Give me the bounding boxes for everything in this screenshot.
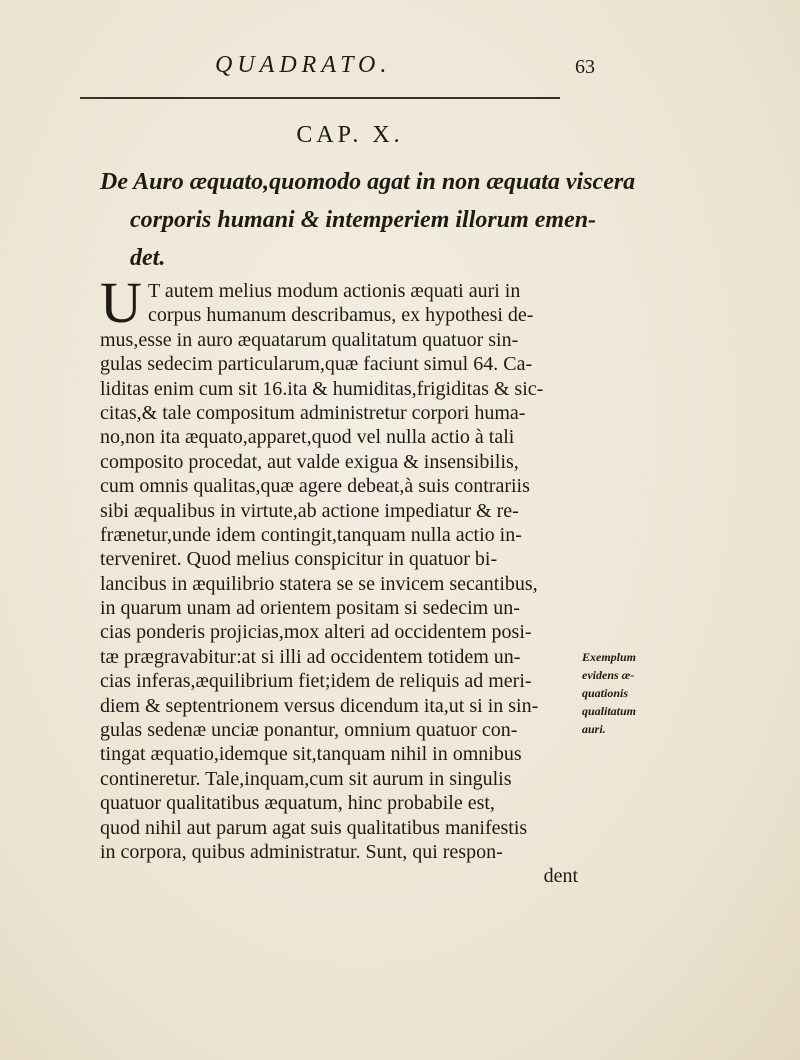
chapter-heading: CAP. X.: [296, 122, 404, 148]
text-line: gulas sedecim particularum,quæ faciunt simul 64. Ca-: [100, 353, 533, 376]
margin-note-line: evidens æ-: [582, 668, 635, 682]
text-line: sibi æqualibus in virtute,ab actione impediatur & re-: [100, 499, 519, 522]
text-line: tæ prægravabitur:at si illi ad occidentem totidem un-: [100, 645, 521, 668]
header-rule: [80, 97, 560, 99]
text-line: diem & septentrionem versus dicendum ita,ut si in sin-: [100, 694, 539, 717]
margin-note-line: auri.: [582, 722, 606, 736]
drop-cap: U: [100, 270, 142, 335]
title-line: det.: [130, 245, 166, 271]
text-line: tingat æquatio,idemque sit,tanquam nihil in omnibus: [100, 743, 522, 766]
text-line: gulas sedenæ unciæ ponantur, omnium quatuor con-: [100, 719, 518, 742]
text-line: quatuor qualitatibus æquatum, hinc probabile est,: [100, 792, 495, 815]
text-line: quod nihil aut parum agat suis qualitatibus manifestis: [100, 816, 528, 839]
text-line: contineretur. Tale,inquam,cum sit aurum in singulis: [100, 767, 512, 790]
text-line: cias ponderis projicias,mox alteri ad occidentem posi-: [100, 621, 532, 644]
text-line: frænetur,unde idem contingit,tanquam nulla actio in-: [100, 523, 522, 546]
margin-note-line: qualitatum: [582, 704, 637, 718]
text-line: lancibus in æquilibrio statera se se invicem secantibus,: [100, 572, 538, 595]
text-line: corpus humanum describamus, ex hypothesi de-: [148, 304, 534, 327]
text-line: cum omnis qualitas,quæ agere debeat,à suis contrariis: [100, 475, 530, 498]
page-number: 63: [575, 56, 595, 78]
running-head: QUADRATO.: [215, 52, 392, 78]
title-line: De Auro æquato,quomodo agat in non æquata viscera: [100, 169, 636, 195]
text-line: T autem melius modum actionis æquati auri in: [148, 280, 521, 302]
text-line: in corpora, quibus administratur. Sunt, qui respon-: [100, 840, 503, 863]
text-line: no,non ita æquato,apparet,quod vel nulla actio à tali: [100, 426, 515, 449]
margin-note: [582, 648, 662, 738]
text-line: citas,& tale compositum administretur corpori huma-: [100, 401, 526, 424]
chapter-title: [100, 163, 660, 277]
catchword: dent: [543, 865, 578, 888]
text-line: in quarum unam ad orientem positam si sedecim un-: [100, 597, 520, 620]
text-line: cias inferas,æquilibrium fiet;idem de reliquis ad meri-: [100, 670, 532, 693]
body-text: [100, 279, 578, 889]
text-line: mus,esse in auro æquatarum qualitatum quatuor sin-: [100, 328, 519, 351]
text-line: terveniret. Quod melius conspicitur in quatuor bi-: [100, 548, 498, 571]
margin-note-line: quationis: [582, 686, 629, 700]
title-line: corporis humani & intemperiem illorum emen-: [130, 207, 597, 233]
text-line: liditas enim cum sit 16.ita & humiditas,frigiditas & sic-: [100, 377, 544, 400]
margin-note-line: Exemplum: [582, 650, 637, 664]
text-line: composito procedat, aut valde exigua & insensibilis,: [100, 450, 519, 473]
